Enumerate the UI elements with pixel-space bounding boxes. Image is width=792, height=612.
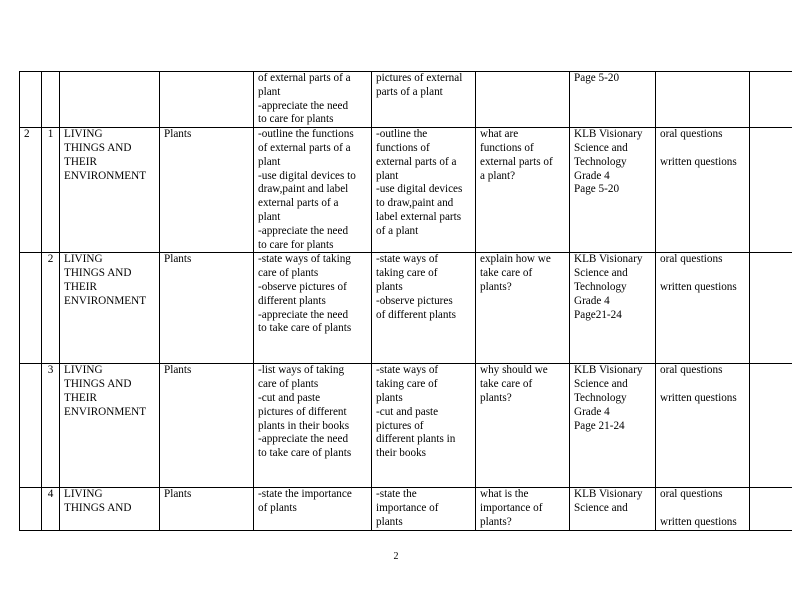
learning-experiences-cell: -outline the functions of external parts of a plant -use digital devices to draw,paint and label external parts of a plant (372, 128, 476, 253)
learning-resources-cell: KLB Visionary Science and Technology Grade 4 Page 5-20 (570, 128, 656, 253)
sub-strand-cell: Plants (160, 364, 254, 488)
assessment-cell (656, 128, 750, 253)
assessment-written: written questions (660, 515, 737, 528)
assessment-cell (656, 72, 750, 128)
assessment-cell (656, 364, 750, 488)
assessment-cell (656, 488, 750, 530)
lesson-cell: 2 (42, 253, 60, 364)
learning-outcomes-cell: -state the importance of plants (254, 488, 372, 530)
sub-strand-cell (160, 72, 254, 128)
week-cell (20, 72, 42, 128)
lesson-cell: 1 (42, 128, 60, 253)
inquiry-question-cell: why should we take care of plants? (476, 364, 570, 488)
assessment-oral: oral questions (660, 253, 723, 266)
strand-cell: LIVING THINGS AND THEIR ENVIRONMENT (60, 128, 160, 253)
reflection-cell (750, 128, 792, 253)
assessment-written: written questions (660, 391, 737, 404)
reflection-cell (750, 72, 792, 128)
assessment-oral: oral questions (660, 128, 723, 141)
reflection-cell (750, 364, 792, 488)
week-cell: 2 (20, 128, 42, 253)
learning-experiences-cell: -state ways of taking care of plants -observe pictures of different plants (372, 253, 476, 364)
week-cell (20, 253, 42, 364)
week-cell (20, 488, 42, 530)
table-row (20, 488, 792, 530)
inquiry-question-cell: explain how we take care of plants? (476, 253, 570, 364)
learning-outcomes-cell: -state ways of taking care of plants -observe pictures of different plants -appreciate the need to take care of plants (254, 253, 372, 364)
learning-resources-cell: KLB Visionary Science and Technology Grade 4 Page 21-24 (570, 364, 656, 488)
table-row (20, 364, 792, 488)
lesson-cell: 3 (42, 364, 60, 488)
lesson-cell: 4 (42, 488, 60, 530)
learning-outcomes-cell: -list ways of taking care of plants -cut and paste pictures of different plants in their books -appreciate the need to take care of plants (254, 364, 372, 488)
assessment-written: written questions (660, 155, 737, 168)
sub-strand-cell: Plants (160, 128, 254, 253)
assessment-written: written questions (660, 280, 737, 293)
learning-resources-cell: Page 5-20 (570, 72, 656, 128)
strand-cell: LIVING THINGS AND THEIR ENVIRONMENT (60, 253, 160, 364)
inquiry-question-cell (476, 72, 570, 128)
table-row (20, 253, 792, 364)
table-row (20, 72, 792, 128)
learning-outcomes-cell: of external parts of a plant -appreciate the need to care for plants (254, 72, 372, 128)
learning-outcomes-cell: -outline the functions of external parts of a plant -use digital devices to draw,paint and label external parts of a plant -appreciate the need to care for plants (254, 128, 372, 253)
sub-strand-cell: Plants (160, 488, 254, 530)
assessment-cell (656, 253, 750, 364)
learning-experiences-cell: -state the importance of plants (372, 488, 476, 530)
scheme-of-work-table (19, 71, 792, 531)
learning-experiences-cell: pictures of external parts of a plant (372, 72, 476, 128)
strand-cell (60, 72, 160, 128)
lesson-cell (42, 72, 60, 128)
table-row (20, 128, 792, 253)
strand-cell: LIVING THINGS AND THEIR ENVIRONMENT (60, 364, 160, 488)
assessment-oral: oral questions (660, 488, 723, 501)
inquiry-question-cell: what is the importance of plants? (476, 488, 570, 530)
learning-resources-cell: KLB Visionary Science and (570, 488, 656, 530)
reflection-cell (750, 253, 792, 364)
learning-experiences-cell: -state ways of taking care of plants -cut and paste pictures of different plants in their books (372, 364, 476, 488)
assessment-oral: oral questions (660, 364, 723, 377)
sub-strand-cell: Plants (160, 253, 254, 364)
strand-cell: LIVING THINGS AND (60, 488, 160, 530)
page-number: 2 (393, 551, 399, 562)
week-cell (20, 364, 42, 488)
inquiry-question-cell: what are functions of external parts of a plant? (476, 128, 570, 253)
reflection-cell (750, 488, 792, 530)
learning-resources-cell: KLB Visionary Science and Technology Grade 4 Page21-24 (570, 253, 656, 364)
